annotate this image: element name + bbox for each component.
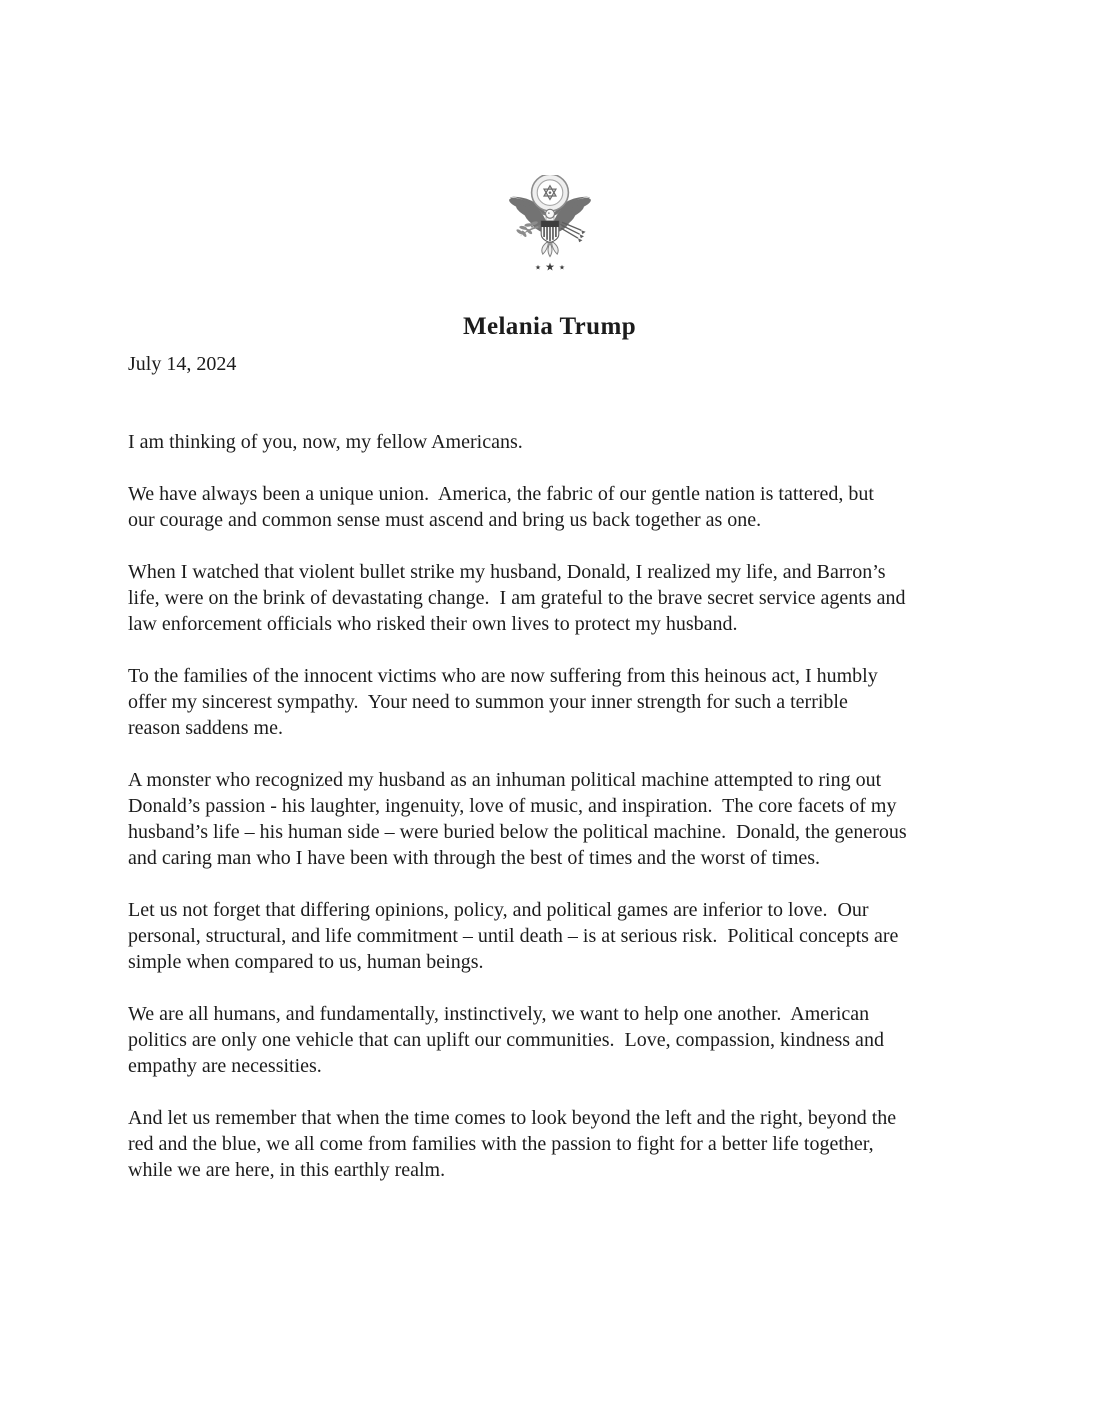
text-line: When I watched that violent bullet strike my husband, Donald, I realized my life, and Barron’s — [128, 561, 886, 583]
sender-name: Melania Trump — [462, 313, 637, 340]
paragraph-5 — [128, 767, 981, 871]
glory-constellation — [531, 175, 568, 211]
paragraph-8 — [128, 1105, 981, 1183]
text-line: offer my sincerest sympathy. Your need to summon your inner strength for such a terrible — [128, 691, 848, 713]
text-line: reason saddens me. — [128, 717, 283, 739]
text-line: and caring man who I have been with through the best of times and the worst of times. — [128, 847, 821, 869]
text-line: life, were on the brink of devastating change. I am grateful to the brave secret service agents and — [128, 587, 906, 609]
letter-date: July 14, 2024 — [128, 353, 237, 375]
us-eagle-seal-icon — [502, 175, 598, 275]
text-line: empathy are necessities. — [128, 1055, 322, 1077]
text-line: Donald’s passion - his laughter, ingenuity, love of music, and inspiration. The core facets of my — [128, 795, 897, 817]
eagle-tail — [541, 242, 557, 256]
text-line: politics are only one vehicle that can uplift our communities. Love, compassion, kindness and — [128, 1029, 884, 1051]
text-line: while we are here, in this earthly realm. — [128, 1159, 446, 1181]
text-line: our courage and common sense must ascend and bring us back together as one. — [128, 509, 762, 531]
text-line: personal, structural, and life commitment – until death – is at serious risk. Political concepts are — [128, 925, 899, 947]
letter-body — [128, 351, 981, 1183]
paragraph-6 — [128, 897, 981, 975]
shield — [541, 221, 559, 243]
text-line: I am thinking of you, now, my fellow Americans. — [128, 431, 523, 453]
text-line: law enforcement officials who risked their own lives to protect my husband. — [128, 613, 738, 635]
paragraph-1 — [128, 429, 981, 455]
text-line: We are all humans, and fundamentally, instinctively, we want to help one another. American — [128, 1003, 870, 1025]
text-line: To the families of the innocent victims who are now suffering from this heinous act, I humbly — [128, 665, 878, 687]
text-line: red and the blue, we all come from families with the passion to fight for a better life together, — [128, 1133, 874, 1155]
paragraph-3 — [128, 559, 981, 637]
text-line: We have always been a unique union. America, the fabric of our gentle nation is tattered, but — [128, 483, 874, 505]
text-line: Let us not forget that differing opinions, policy, and political games are inferior to love. Our — [128, 899, 869, 921]
text-line: And let us remember that when the time comes to look beyond the left and the right, beyond the — [128, 1107, 897, 1129]
text-line: simple when compared to us, human beings. — [128, 951, 484, 973]
paragraph-4 — [128, 663, 981, 741]
seal-stars — [535, 263, 564, 271]
paragraph-7 — [128, 1001, 981, 1079]
olive-branch — [515, 221, 539, 238]
text-line: husband’s life – his human side – were buried below the political machine. Donald, the generous — [128, 821, 907, 843]
text-line: A monster who recognized my husband as an inhuman political machine attempted to ring out — [128, 769, 882, 791]
paragraph-2 — [128, 481, 981, 533]
